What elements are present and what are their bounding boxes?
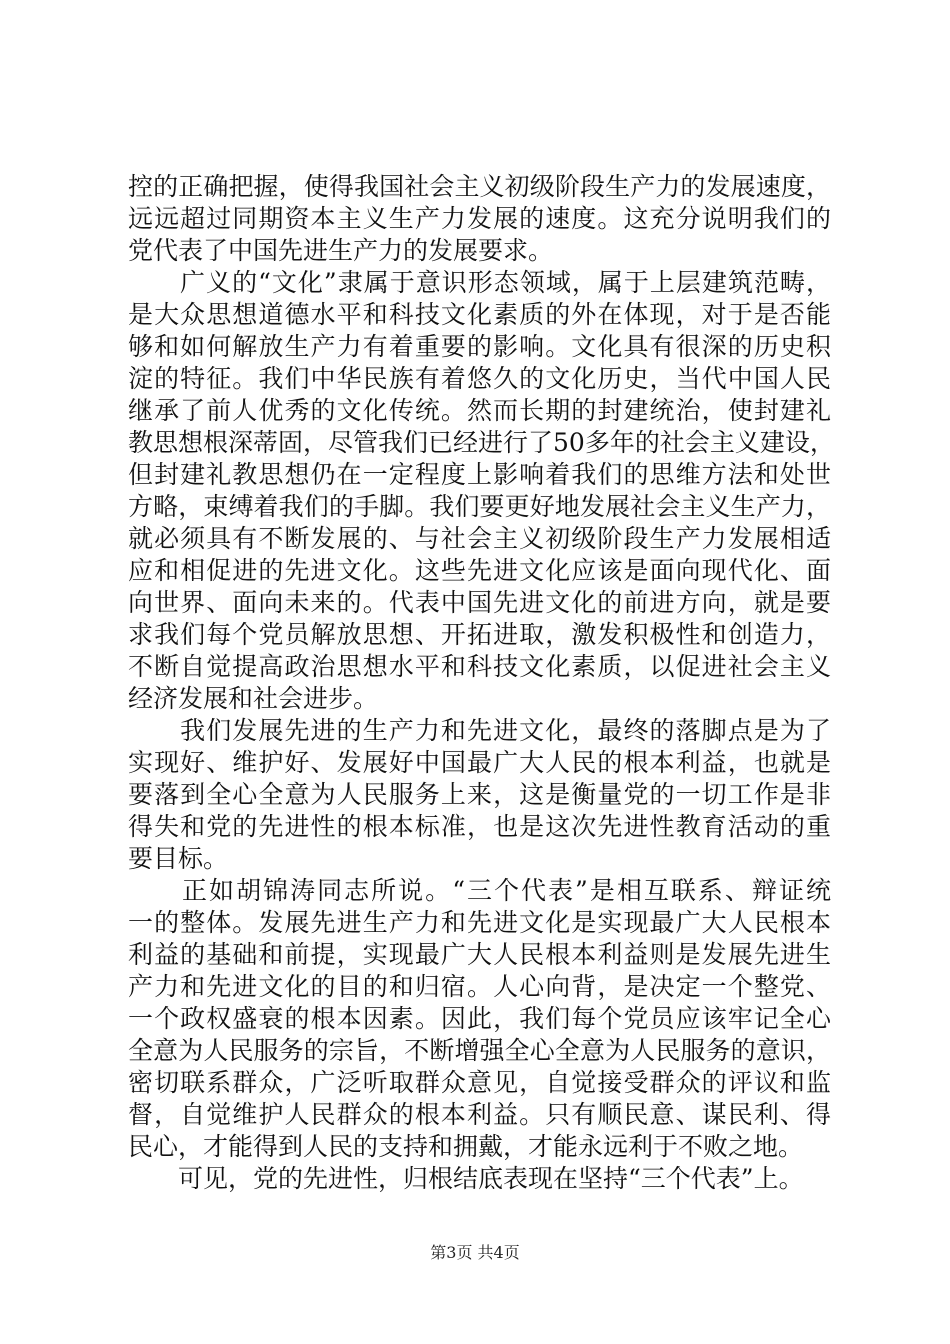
text-line: 广义的“文化”隶属于意识形态领域，属于上层建筑范畴， [128, 268, 831, 297]
text-line: 求我们每个党员解放思想、开拓进取，激发积极性和创造力， [128, 620, 831, 649]
text-line: 实现好、维护好、发展好中国最广大人民的根本利益，也就是 [128, 748, 831, 777]
text-line: 但封建礼教思想仍在一定程度上影响着我们的思维方法和处世 [128, 460, 831, 489]
text-line: 就必须具有不断发展的、与社会主义初级阶段生产力发展相适 [128, 524, 831, 553]
text-line: 继承了前人优秀的文化传统。然而长期的封建统治，使封建礼 [128, 396, 831, 425]
paragraph [128, 875, 831, 1163]
text-line: 方略，束缚着我们的手脚。我们要更好地发展社会主义生产力， [128, 492, 831, 521]
page-number-label: 第3页 共4页 [430, 1243, 520, 1262]
text-line: 正如胡锦涛同志所说。“三个代表”是相互联系、辩证统 [128, 876, 831, 905]
text-line: 民心，才能得到人民的支持和拥戴，才能永远利于不败之地。 [128, 1132, 804, 1161]
text-line: 够和如何解放生产力有着重要的影响。文化具有很深的历史积 [128, 332, 831, 361]
paragraph [128, 1163, 831, 1195]
text-line: 我们发展先进的生产力和先进文化，最终的落脚点是为了 [128, 716, 831, 745]
text-line: 产力和先进文化的目的和归宿。人心向背，是决定一个整党、 [128, 972, 831, 1001]
text-line: 全意为人民服务的宗旨，不断增强全心全意为人民服务的意识， [128, 1036, 831, 1065]
paragraph [128, 267, 835, 715]
text-line: 是大众思想道德水平和科技文化素质的外在体现，对于是否能 [128, 300, 831, 329]
text-line: 远远超过同期资本主义生产力发展的速度。这充分说明我们的 [128, 204, 831, 233]
text-line: 可见，党的先进性，归根结底表现在坚持“三个代表”上。 [128, 1164, 804, 1193]
text-line: 应和相促进的先进文化。这些先进文化应该是面向现代化、面 [128, 556, 831, 585]
text-line: 得失和党的先进性的根本标准，也是这次先进性教育活动的重 [128, 812, 831, 841]
text-line: 教思想根深蒂固，尽管我们已经进行了50多年的社会主义建设， [128, 428, 835, 457]
page-footer [0, 1243, 950, 1263]
text-line: 要目标。 [128, 844, 229, 873]
paragraph [128, 171, 831, 267]
text-line: 一的整体。发展先进生产力和先进文化是实现最广大人民根本 [128, 908, 831, 937]
text-line: 向世界、面向未来的。代表中国先进文化的前进方向，就是要 [128, 588, 831, 617]
text-line: 淀的特征。我们中华民族有着悠久的文化历史，当代中国人民 [128, 364, 831, 393]
paragraph [128, 715, 831, 875]
document-body [128, 171, 835, 1195]
text-line: 利益的基础和前提，实现最广大人民根本利益则是发展先进生 [128, 940, 831, 969]
text-line: 控的正确把握，使得我国社会主义初级阶段生产力的发展速度， [128, 172, 831, 201]
text-line: 一个政权盛衰的根本因素。因此，我们每个党员应该牢记全心 [128, 1004, 831, 1033]
text-line: 督，自觉维护人民群众的根本利益。只有顺民意、谋民利、得 [128, 1100, 831, 1129]
text-line: 要落到全心全意为人民服务上来，这是衡量党的一切工作是非 [128, 780, 831, 809]
text-line: 经济发展和社会进步。 [128, 684, 379, 713]
text-line: 不断自觉提高政治思想水平和科技文化素质，以促进社会主义 [128, 652, 831, 681]
text-line: 密切联系群众，广泛听取群众意见，自觉接受群众的评议和监 [128, 1068, 831, 1097]
text-line: 党代表了中国先进生产力的发展要求。 [128, 236, 554, 265]
